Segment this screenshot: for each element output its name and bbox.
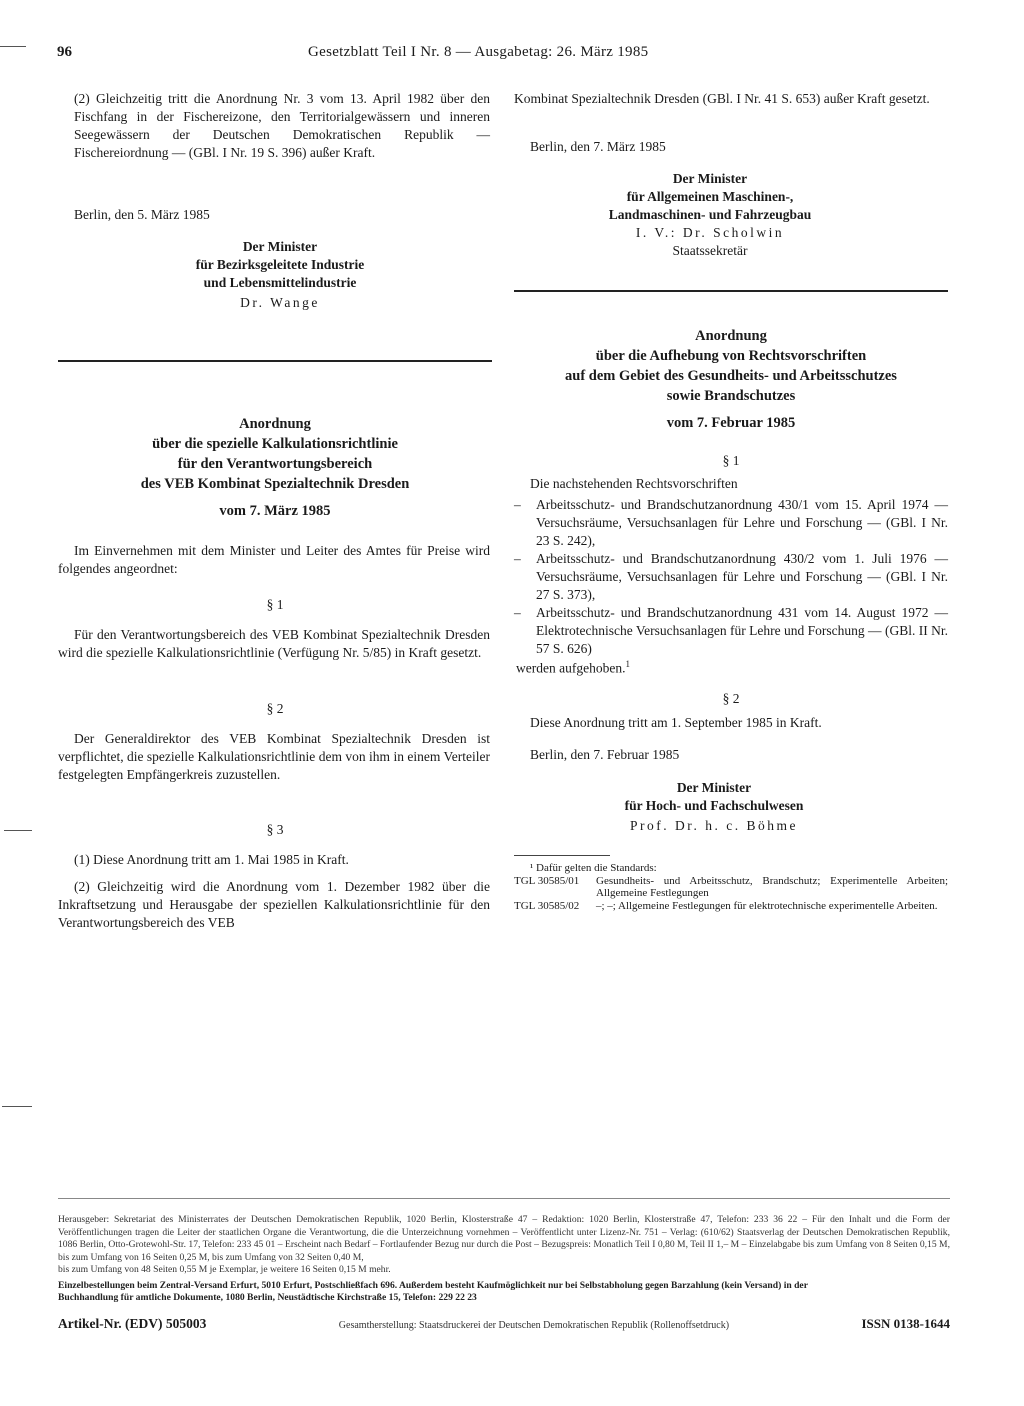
order-title-line: Anordnung [695,328,767,344]
section-text: Für den Verantwortungsbereich des VEB Kombinat Spezialtechnik Dresden wird die spezielle Kalkulationsrichtlinie (Verfügung Nr. 5/85) in Kraft gesetzt. [58,627,490,660]
signatory-line: für Allgemeinen Maschinen-, [626,189,794,204]
footnote-text: –; –; Allgemeine Festlegungen für elektrotechnische experimentelle Arbeiten. [596,899,938,912]
signature-block [594,779,834,835]
order-title-line: über die spezielle Kalkulationsrichtlinie [152,436,398,452]
margin-mark [2,1106,32,1107]
section-divider [58,360,492,362]
order-title-line: Anordnung [239,416,311,432]
order-date: vom 7. März 1985 [219,503,331,519]
signature-block [590,170,830,260]
section-outro [516,655,630,678]
section-label: § 2 [722,691,740,706]
signatory-name: Dr. Wange [240,295,320,310]
section-intro: Die nachstehenden Rechtsvorschriften [530,476,738,491]
place-date: Berlin, den 7. Februar 1985 [530,747,680,762]
continuation-text: Kombinat Spezialtechnik Dresden (GBl. I Nr. 41 S. 653) außer Kraft gesetzt. [514,91,930,106]
list-item [514,550,948,604]
imprint-rule [58,1198,950,1199]
imprint-orders: Einzelbestellungen beim Zentral-Versand Erfurt, 5010 Erfurt, Postschließfach 696. Außerdem besteht Kaufmöglichkeit nur bei Selbstabholung gegen Barzahlung (kein Versand) in der [58,1279,808,1291]
signatory-line: für Hoch- und Fachschulwesen [624,798,804,813]
section-label: § 1 [266,597,284,612]
signature-block [150,238,410,312]
footnote-key: TGL 30585/02 [514,899,580,912]
preamble: Im Einvernehmen mit dem Minister und Leiter des Amtes für Preise wird folgendes angeordnet: [58,543,490,576]
list-dash: – [514,551,521,566]
imprint-publisher: Herausgeber: Sekretariat des Ministerrates der Deutschen Demokratischen Republik, 1020 Berlin, Klosterstraße 47 – Redaktion: 1020 Berlin, Klosterstraße 47, Telefon: 233 36 22 – Für den Inhalt und die Form der Veröffentlichungen tragen die Leiter der staatlichen Organe die Verantwortung, die die Unterzeichnung vornehmen – Veröffentlicht unter Lizenz-Nr. 751 – Verlag: (610/62) Staatsverlag der Deutschen Demokratischen Republik, 1086 Berlin, Otto-Grotewohl-Str. 17, Telefon: 233 45 01 – Erscheint nach Bedarf – Fortlaufender Bezug nur durch die Post – Bezugspreis: Monatlich Teil I 0,80 M, Teil II 1,– M – Einzelabgabe bis zum Umfang von 8 Seiten 0,15 M, bis zum Umfang von 16 Seiten 0,25 M, bis zum Umfang von 32 Seiten 0,40 M, [58,1214,950,1263]
order-title-line: sowie Brandschutzes [666,388,796,404]
signatory-line: für Bezirksgeleitete Industrie [195,257,365,272]
order-title [514,326,948,433]
imprint-orders-end: Buchhandlung für amtliche Dokumente, 1080 Berlin, Neustädtische Kirchstraße 15, Telefon: 229 22 23 [58,1292,477,1303]
signatory-role: Staatssekretär [672,243,748,258]
imprint-publisher-end: bis zum Umfang von 48 Seiten 0,55 M je Exemplar, je weitere 16 Seiten 0,15 M mehr. [58,1264,391,1275]
place-date: Berlin, den 5. März 1985 [74,207,210,222]
page-number: 96 [57,44,72,60]
list-item-text: Arbeitsschutz- und Brandschutzanordnung 430/1 vom 15. April 1974 — Versuchsräume, Versuchsanlagen für Lehre und Forschung — (GBl. I Nr. 23 S. 242), [536,497,948,548]
signatory-title: Der Minister [672,171,748,186]
running-title: Gesetzblatt Teil I Nr. 8 — Ausgabetag: 26. März 1985 [308,44,649,60]
section-label: § 2 [266,701,284,716]
footnote-intro: ¹ Dafür gelten die Standards: [530,862,657,874]
section-text: Diese Anordnung tritt am 1. September 1985 in Kraft. [530,715,822,730]
place-date: Berlin, den 7. März 1985 [530,139,666,154]
order-title-line: des VEB Kombinat Spezialtechnik Dresden [140,476,410,492]
section-text: (2) Gleichzeitig wird die Anordnung vom 1. Dezember 1982 über die Inkraftsetzung und Herausgabe der speziellen Kalkulationsrichtlinie für den Verantwortungsbereich des VEB [58,879,490,930]
imprint-bottom-row [58,1316,950,1332]
section-outro-text: werden aufgehoben. [516,660,626,676]
signatory-name: I. V.: Dr. Scholwin [635,225,785,240]
section-label: § 3 [266,822,284,837]
list-item-text: Arbeitsschutz- und Brandschutzanordnung 430/2 vom 1. Juli 1976 — Versuchsräume, Versuchsanlagen für Lehre und Forschung — (GBl. I Nr. 27 S. 373), [536,551,948,602]
imprint [58,1214,950,1305]
list-dash: – [514,497,521,512]
margin-mark [0,46,26,47]
order-title-line: für den Verantwortungsbereich [177,456,373,472]
section-text: (1) Diese Anordnung tritt am 1. Mai 1985 in Kraft. [74,852,349,867]
footnote-key: TGL 30585/01 [514,874,580,887]
signatory-title: Der Minister [676,780,752,795]
section-divider [514,290,948,292]
signatory-name: Prof. Dr. h. c. Böhme [630,818,798,833]
footnote-ref: 1 [625,659,630,669]
footnote-text: Gesundheits- und Arbeitsschutz, Brandschutz; Experimentelle Arbeiten; Allgemeine Festlegungen [596,874,948,899]
list-dash: – [514,605,521,620]
paragraph-prev-order: (2) Gleichzeitig tritt die Anordnung Nr. 3 vom 13. April 1982 über den Fischfang in der Fischereizone, den Territorialgewässern und inneren Seegewässern der Deutschen Demokratischen Republik — Fischereiordnung — (GBl. I Nr. 19 S. 396) außer Kraft. [74,91,490,160]
order-title-line: über die Aufhebung von Rechtsvorschriften [595,348,867,364]
footnote [514,862,948,912]
printer-line: Gesamtherstellung: Staatsdruckerei der Deutschen Demokratischen Republik (Rollenoffsetdruck) [338,1320,730,1331]
signatory-line: Landmaschinen- und Fahrzeugbau [608,207,812,222]
repeal-list [514,496,948,658]
footnote-row [514,900,948,913]
footnote-row [514,875,948,900]
section-label: § 1 [722,453,740,468]
order-title-line: auf dem Gebiet des Gesundheits- und Arbeitsschutzes [565,368,897,384]
order-date: vom 7. Februar 1985 [666,415,796,431]
section-text: Der Generaldirektor des VEB Kombinat Spezialtechnik Dresden ist verpflichtet, die spezielle Kalkulationsrichtlinie dem von ihm in einem Verteiler festgelegten Empfängerkreis zuzustellen. [58,731,490,782]
signatory-title: Der Minister [242,239,318,254]
footnote-divider [514,855,610,856]
margin-mark [4,830,32,831]
list-item [514,496,948,550]
list-item [514,604,948,658]
list-item-text: Arbeitsschutz- und Brandschutzanordnung 431 vom 14. August 1972 — Elektrotechnische Versuchsanlagen für Lehre und Forschung — (GBl. II Nr. 57 S. 626) [536,605,948,656]
order-title [58,414,492,521]
issn: ISSN 0138-1644 [861,1316,950,1331]
article-number: Artikel-Nr. (EDV) 505003 [58,1316,207,1331]
signatory-line: und Lebensmittelindustrie [203,275,357,290]
